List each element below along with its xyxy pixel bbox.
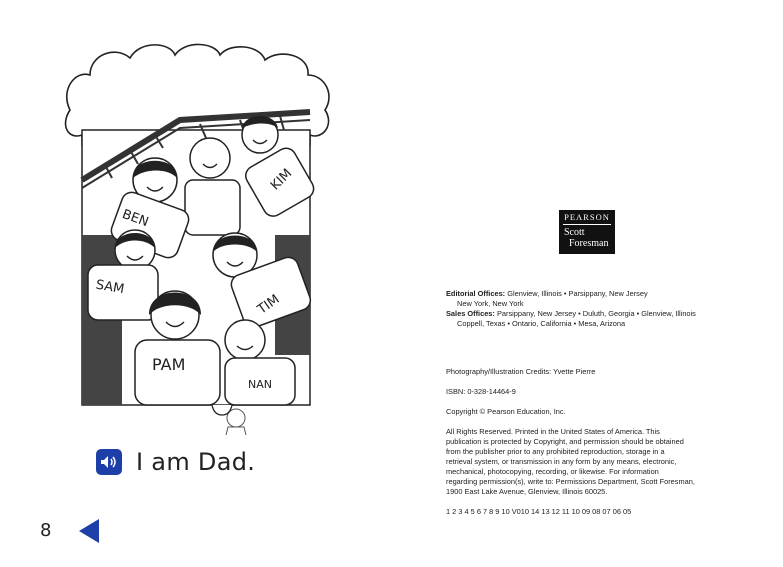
shirt-name-nan: NAN xyxy=(248,378,272,391)
rights-line: publication is protected by Copyright, and permission should be obtained xyxy=(446,437,684,446)
children-illustration xyxy=(60,40,338,435)
page-number: 8 xyxy=(40,520,52,541)
photo-credits: Photography/Illustration Credits: Yvette Pierre xyxy=(446,367,596,376)
shirt-name-kim: KIM xyxy=(267,166,296,194)
logo-brand: PEARSON xyxy=(564,212,610,222)
rights-line: from the publisher prior to any prohibited reproduction, storage in a xyxy=(446,447,665,456)
page-caption: I am Dad. xyxy=(136,448,256,476)
logo-line-2: Foresman xyxy=(569,238,609,249)
pearson-logo xyxy=(559,210,615,254)
caption-row xyxy=(96,442,255,482)
logo-divider xyxy=(563,224,611,225)
back-button[interactable] xyxy=(78,518,100,544)
sales-offices-2: Coppell, Texas • Ontario, California • Mesa, Arizona xyxy=(457,319,626,328)
isbn: ISBN: 0-328-14464-9 xyxy=(446,387,516,396)
shirt-name-pam: PAM xyxy=(152,355,186,374)
editorial-offices-2: New York, New York xyxy=(457,299,524,308)
sales-offices: Sales Offices: Parsippany, New Jersey • Duluth, Georgia • Glenview, Illinois xyxy=(446,309,696,318)
rights-line: All Rights Reserved. Printed in the United States of America. This xyxy=(446,427,660,436)
copyright-line: Copyright © Pearson Education, Inc. xyxy=(446,407,566,416)
shirt-name-ben: BEN xyxy=(120,206,151,231)
print-line: 1 2 3 4 5 6 7 8 9 10 V010 14 13 12 11 10 09 08 07 06 05 xyxy=(446,507,632,516)
shirt-name-tim: TIM xyxy=(255,292,283,318)
rights-line: regarding permission(s), write to: Permissions Department, Scott Foresman, xyxy=(446,477,695,486)
rights-line: mechanical, photocopying, recording, or likewise. For information xyxy=(446,467,659,476)
copyright-block xyxy=(446,289,746,517)
editorial-offices: Editorial Offices: Glenview, Illinois • Parsippany, New Jersey xyxy=(446,289,648,298)
audio-button[interactable] xyxy=(96,449,122,475)
rights-line: 1900 East Lake Avenue, Glenview, Illinois 60025. xyxy=(446,487,608,496)
logo-line-1: Scott xyxy=(564,227,585,238)
triangle-left-icon xyxy=(79,519,99,543)
shirt-name-sam: SAM xyxy=(94,277,126,298)
rights-line: retrieval system, or transmission in any form by any means, electronic, xyxy=(446,457,677,466)
speaker-icon xyxy=(100,455,118,469)
